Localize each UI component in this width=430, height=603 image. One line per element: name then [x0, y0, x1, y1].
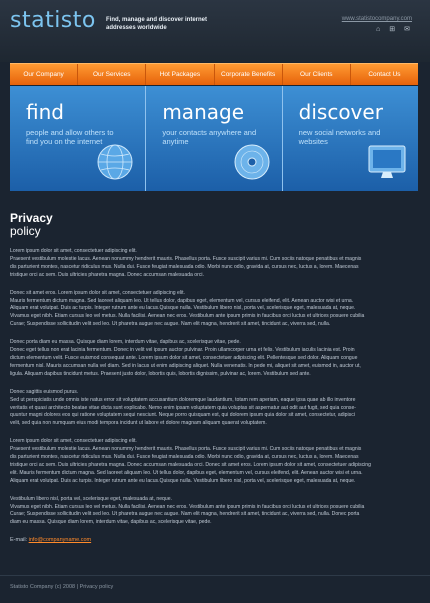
paragraph — [10, 339, 422, 379]
header — [0, 0, 430, 62]
main-content — [10, 212, 422, 543]
home-icon[interactable]: ⌂ — [376, 26, 381, 33]
text-line: Vestibulum libero nisl, porta vel, scelerisque eget, malesuada at, neque. — [10, 495, 172, 502]
text-line: Donec porta diam eu massa. Quisque diam lorem, interdum vitae, dapibus ac, scelerisque vitae, pede. — [10, 339, 241, 346]
text-line: Donec sit amet eros. Lorem ipsum dolor sit amet, consectetuer adipiscing elit. — [10, 289, 185, 296]
monitor-icon — [366, 142, 408, 182]
text-line: dis parturient montes, nascetur ridiculus mus. Nulla dui. Fusce feugiat malesuada odio. Morbi nunc odio, gravida at, cursus nec, luctus a, lorem. Maecenas — [10, 454, 359, 461]
text-line: Vivamus eget nibh. Etiam cursus leo vel metus. Nulla facilisi. Aenean nec eros. Vestibulum ante ipsum primis in faucibus orci luctus et ultrices posuere cubilia — [10, 503, 365, 510]
nav-our-services[interactable]: Our Services — [78, 64, 146, 85]
paragraph — [10, 248, 422, 280]
main-nav — [10, 63, 418, 85]
mail-icon[interactable]: ✉ — [404, 26, 410, 33]
banner-panel-manage[interactable] — [146, 86, 282, 191]
text-line: elit. Mauris fermentum dictum magna. Sed laoreet aliquam leo. Ut tellus dolor, dapibus eget, elementum vel, cursus eleifend, elit. Aenean auctor wisi et urna. — [10, 469, 363, 476]
nav-our-company[interactable]: Our Company — [10, 64, 78, 85]
panel-title: discover — [298, 100, 383, 124]
panel-title: manage — [162, 100, 244, 124]
paragraph — [10, 290, 422, 330]
text-line: tristique orci ac sem. Duis ultricies pharetra magna. Donec accumsan malesuada orci. Donec sit amet eros. Lorem ipsum dolor sit amet, consectetuer adipiscing — [10, 461, 371, 468]
text-line: quuntur magni dolores eos qui ratione voluptatem sequi nesciunt. Neque porro quisquam est, qui dolorem ipsum quia dolor sit amet, consectetur, adipisci — [10, 412, 355, 419]
sitemap-icon[interactable]: ⊞ — [389, 26, 396, 33]
nav-our-clients[interactable]: Our Clients — [283, 64, 351, 85]
globe-icon — [95, 142, 135, 182]
email-link[interactable]: info@companyname.com — [28, 537, 92, 544]
panel-text: people and allow others to find you on the internet — [26, 128, 114, 146]
nav-contact-us[interactable]: Contact Us — [368, 71, 401, 78]
paragraph — [10, 438, 422, 485]
footer-text: Statisto Company (c) 2008 | Privacy policy — [10, 584, 114, 590]
text-line: ligula. Aliquam dapibus tincidunt metus. Praesent justo dolor, lobortis quis, lobortis dignissim, pulvinar ac, lorem. Vestibulum sed ante. — [10, 370, 311, 377]
text-line: dictum elementum velit. Fusce euismod consequat ante. Lorem ipsum dolor sit amet, consectetuer adipiscing elit. Pellentesque sed dolor. Aliquam congue — [10, 354, 358, 361]
disc-icon — [232, 142, 272, 182]
text-line: Donec eget tellus non erat lacinia fermentum. Donec in velit vel ipsum auctor pulvinar. Proin ullamcorper urna et felis. Vestibulum iaculis lacinia est. Proin — [10, 347, 355, 354]
top-icons — [376, 26, 410, 34]
text-line: fermentum nisl. Mauris accumsan nulla vel diam. Sed in lacus ut enim adipiscing aliquet. Nulla venenatis. In pede mi, aliquet sit amet, euismod in, auctor ut, — [10, 362, 361, 369]
panel-text: your contacts anywhere and anytime — [162, 128, 257, 146]
banner-panel-discover[interactable] — [283, 86, 418, 191]
text-line: Praesent vestibulum molestie lacus. Aenean nonummy hendrerit mauris. Phasellus porta. Fusce suscipit varius mi. Cum sociis natoque penatibus et magnis — [10, 446, 362, 453]
paragraph — [10, 389, 422, 429]
text-line: Curae; Suspendisse sollicitudin velit sed leo. Ut pharetra augue nec augue. Nam elit magna, hendrerit sit amet, tincidunt ac, viverra sed, nulla. — [10, 321, 331, 328]
contact-line — [10, 537, 422, 543]
text-line: Mauris fermentum dictum magna. Sed laoreet aliquam leo. Ut tellus dolor, dapibus eget, elementum vel, cursus eleifend, elit. Aenean auctor wisi et urna. — [10, 297, 354, 304]
tagline: Find, manage and discover internet addresses worldwide — [106, 17, 208, 31]
site-url-link[interactable]: www.statistocompany.com — [341, 16, 412, 22]
text-line: Lorem ipsum dolor sit amet, consectetuer adipiscing elit. — [10, 438, 137, 445]
nav-corporate-benefits[interactable]: Corporate Benefits — [215, 64, 283, 85]
text-line: Aliquam erat volutpat. Duis ac turpis. Integer rutrum ante eu lacus.Quisque nulla. Vestibulum libero nisl, porta vel, scelerisque eget, malesuada at, neque. — [10, 305, 356, 312]
text-line: velit, sed quia non numquam eius modi tempora incidunt ut labore et dolore magnam aliquam quaerat voluptatem. — [10, 420, 267, 427]
text-line: Aliquam erat volutpat. Duis ac turpis. Integer rutrum ante eu lacus.Quisque nulla. Vestibulum libero nisl, porta vel, scelerisque eget, malesuada at, neque. — [10, 477, 356, 484]
paragraph — [10, 496, 422, 528]
panel-text: new social networks and websites — [298, 128, 381, 146]
text-line: dis parturient montes, nascetur ridiculus mus. Nulla dui. Fusce feugiat malesuada odio. Morbi nunc odio, gravida at, cursus nec, luctus a, lorem. Maecenas — [10, 263, 359, 270]
banner-panel-find[interactable] — [10, 86, 146, 191]
email-label: E-mail: — [10, 537, 28, 544]
nav-hot-packages[interactable]: Hot Packages — [146, 64, 214, 85]
text-line: Sed ut perspiciatis unde omnis iste natus error sit voluptatem accusantium doloremque laudantium, totam rem aperiam, eaque ipsa quae ab illo inventore — [10, 396, 356, 403]
footer-divider — [0, 575, 430, 576]
text-line: Donec sagittis euismod purus. — [10, 388, 79, 395]
text-line: Vivamus eget nibh. Etiam cursus leo vel metus. Nulla facilisi. Aenean nec eros. Vestibulum ante ipsum primis in faucibus orci luctus et ultrices posuere cubilia — [10, 313, 365, 320]
panel-title: find — [26, 100, 64, 124]
page-subtitle: policy — [10, 224, 41, 238]
text-line: tristique orci ac sem. Duis ultricies pharetra magna. Donec accumsan malesuada orci. — [10, 271, 204, 278]
text-line: Curae; Suspendisse sollicitudin velit sed leo. Ut pharetra augue nec augue. Nam elit magna, hendrerit sit amet, tincidunt ac, viverra sed, nulla. Donec porta — [10, 511, 360, 518]
text-line: diam eu massa. Quisque diam lorem, interdum vitae, dapibus ac, scelerisque vitae, pede. — [10, 519, 212, 526]
page-title: Privacy — [10, 211, 53, 225]
banner — [10, 86, 418, 191]
logo[interactable]: statisto — [10, 8, 96, 33]
text-line: Lorem ipsum dolor sit amet, consectetuer adipiscing elit. — [10, 248, 137, 254]
text-line: Praesent vestibulum molestie lacus. Aenean nonummy hendrerit mauris. Phasellus porta. Fusce suscipit varius mi. Cum sociis natoque penatibus et magnis — [10, 255, 362, 262]
text-line: veritatis et quasi architecto beatae vitae dicta sunt explicabo. Nemo enim ipsam voluptatem quia voluptas sit aspernatur aut odit aut fugit, sed quia conse- — [10, 404, 357, 411]
